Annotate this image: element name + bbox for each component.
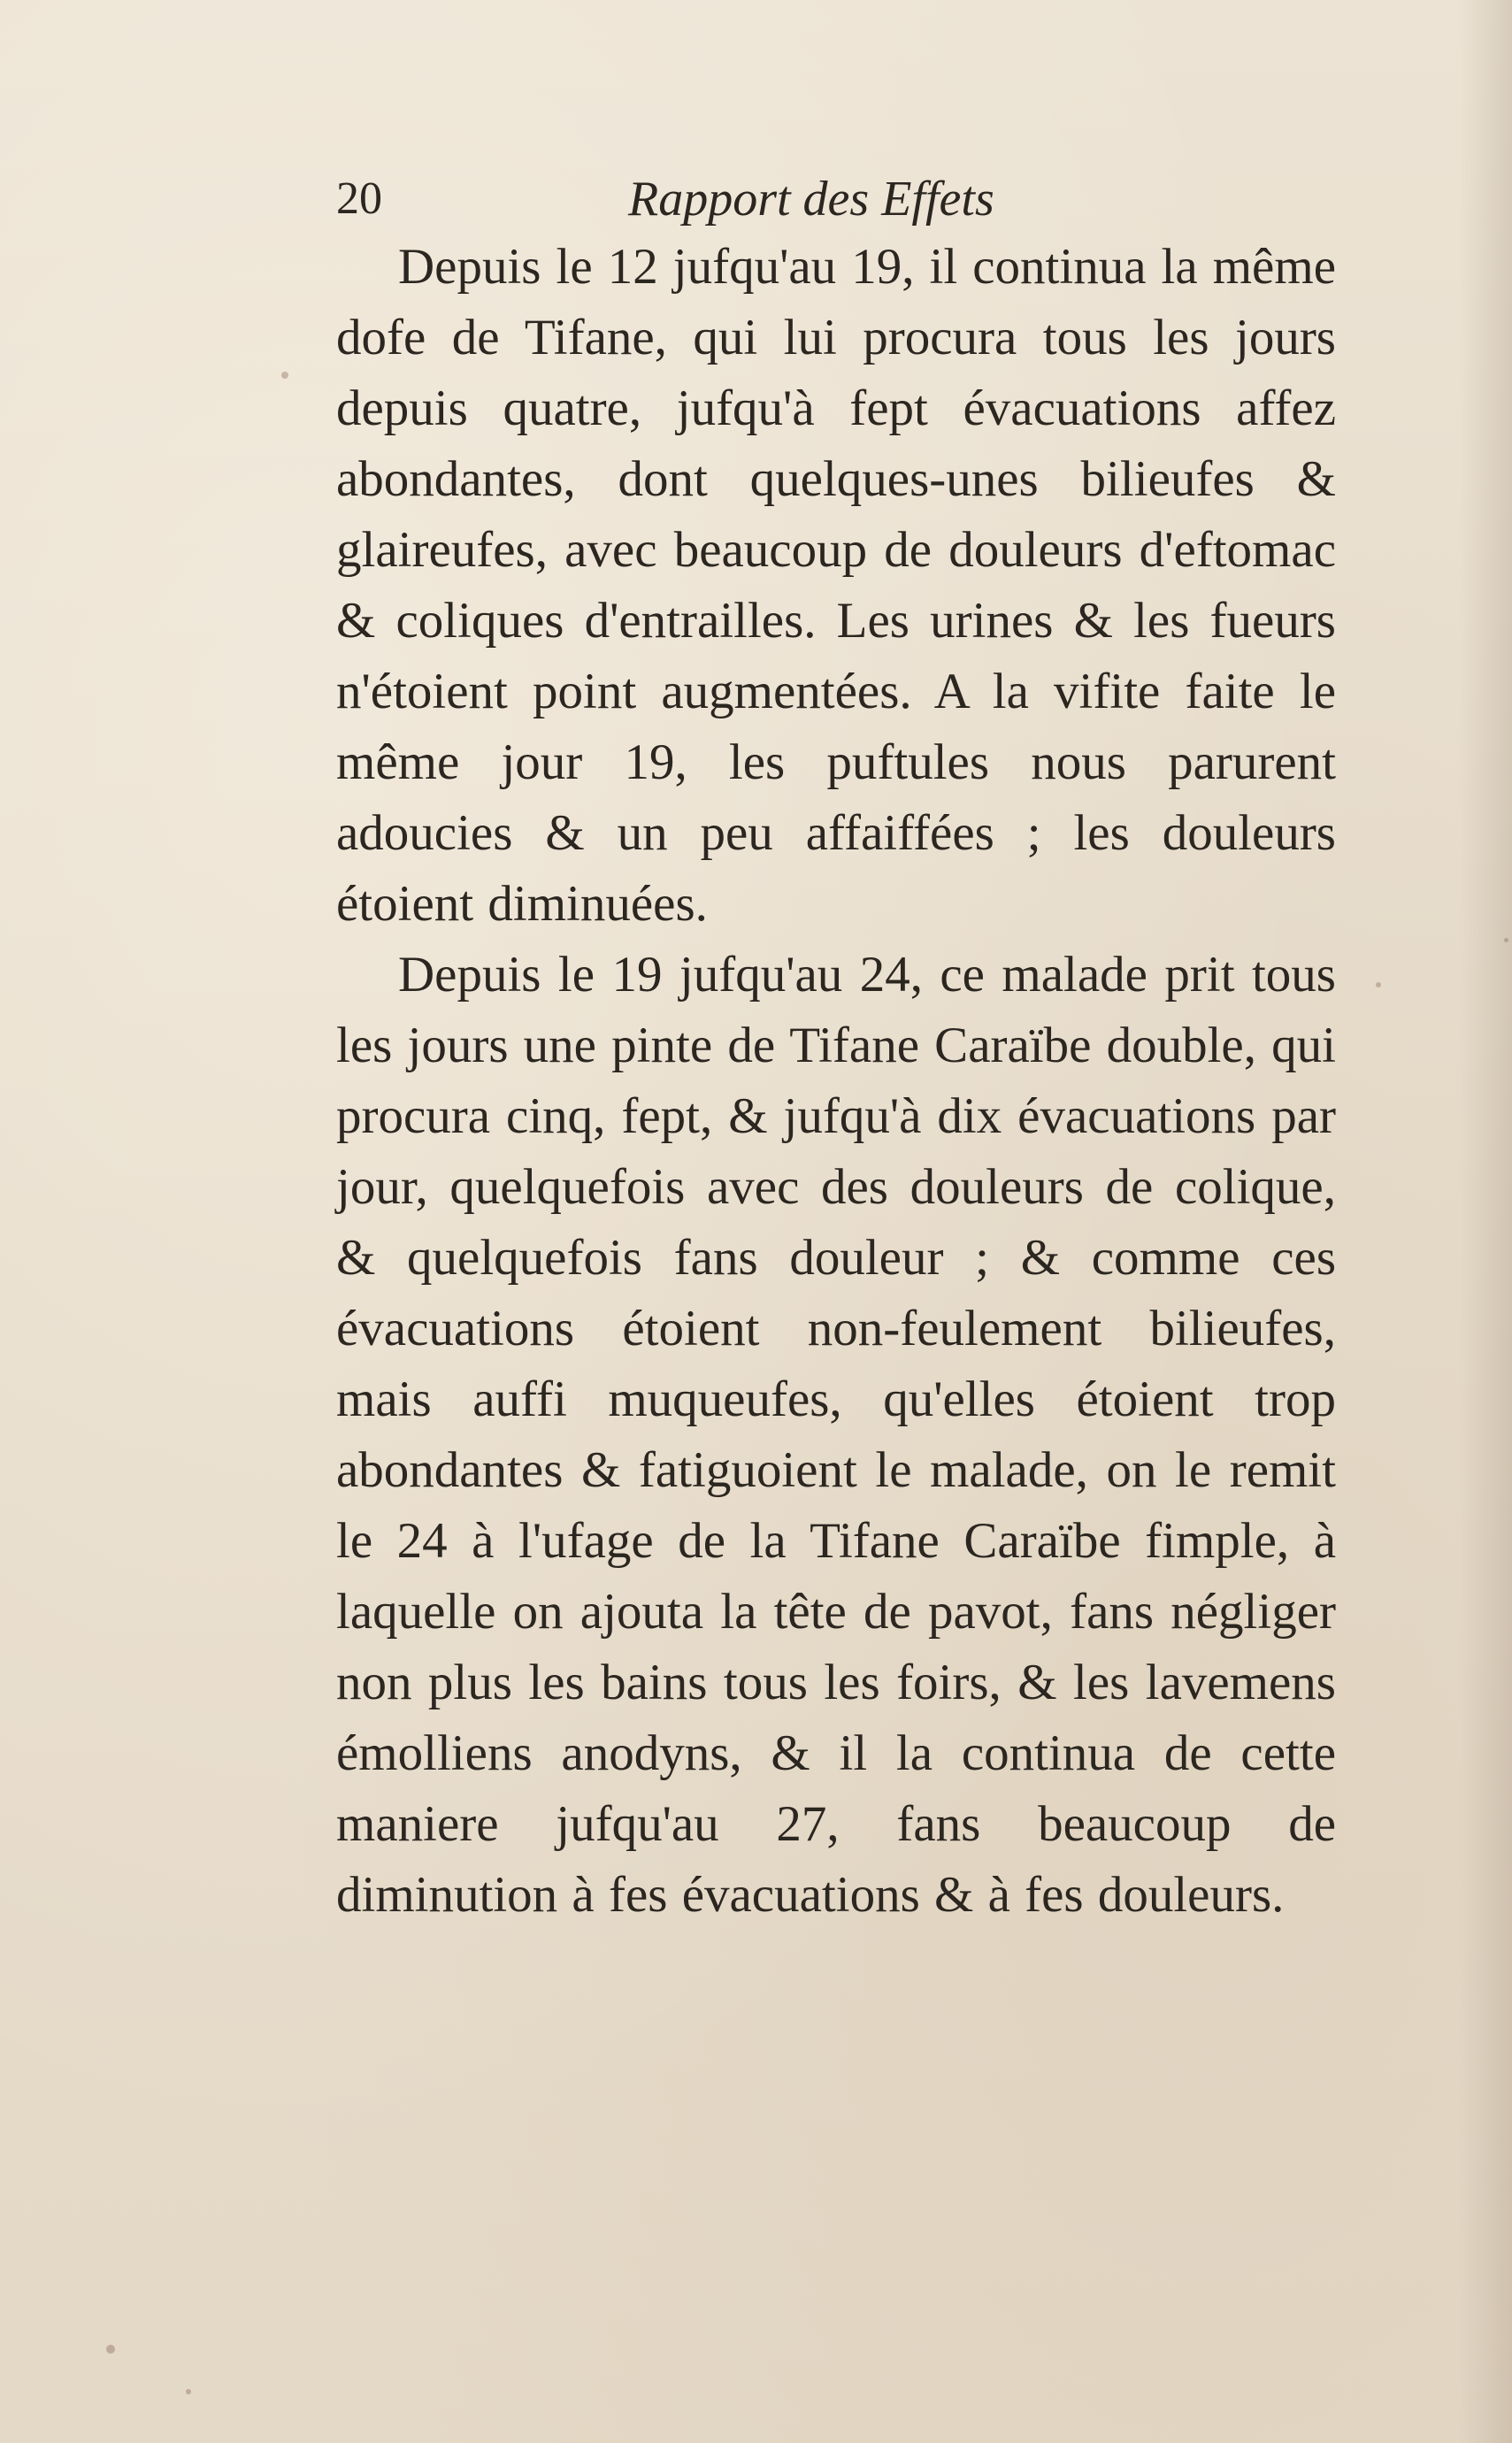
running-title: Rapport des Effets	[628, 172, 994, 227]
paragraph: Depuis le 19 jufqu'au 24, ce malade prit tous les jours une pinte de Tifane Caraïbe double, qui procura cinq, fept, & jufqu'à dix évacuations par jour, quelquefois avec des douleurs de colique, & quelquefois fans douleur ; & comme ces évacuations étoient non-feulement bilieufes, mais auffi muqueufes, qu'elles étoient trop abondantes & fatiguoient le malade, on le remit le 24 à l'ufage de la Tifane Caraïbe fimple, à laquelle on ajouta la tête de pavot, fans négliger non plus les bains tous les foirs, & les lavemens émolliens anodyns, & il la continua de cette maniere jufqu'au 27, fans beaucoup de diminution à fes évacuations & à fes douleurs.	[336, 947, 1336, 1923]
paragraph: Depuis le 12 jufqu'au 19, il continua la même dofe de Tifane, qui lui procura tous les jours depuis quatre, jufqu'à fept évacuations affez abondantes, dont quelques-unes bilieufes & glaireufes, avec beaucoup de douleurs d'eftomac & coliques d'entrailles. Les urines & les fueurs n'étoient point augmentées. A la vifite faite le même jour 19, les puftules nous parurent adoucies & un peu affaiffées ; les douleurs étoient diminuées.	[336, 239, 1336, 932]
page-header	[336, 168, 1336, 230]
page-number: 20	[336, 173, 382, 224]
body-text	[336, 232, 1336, 1931]
